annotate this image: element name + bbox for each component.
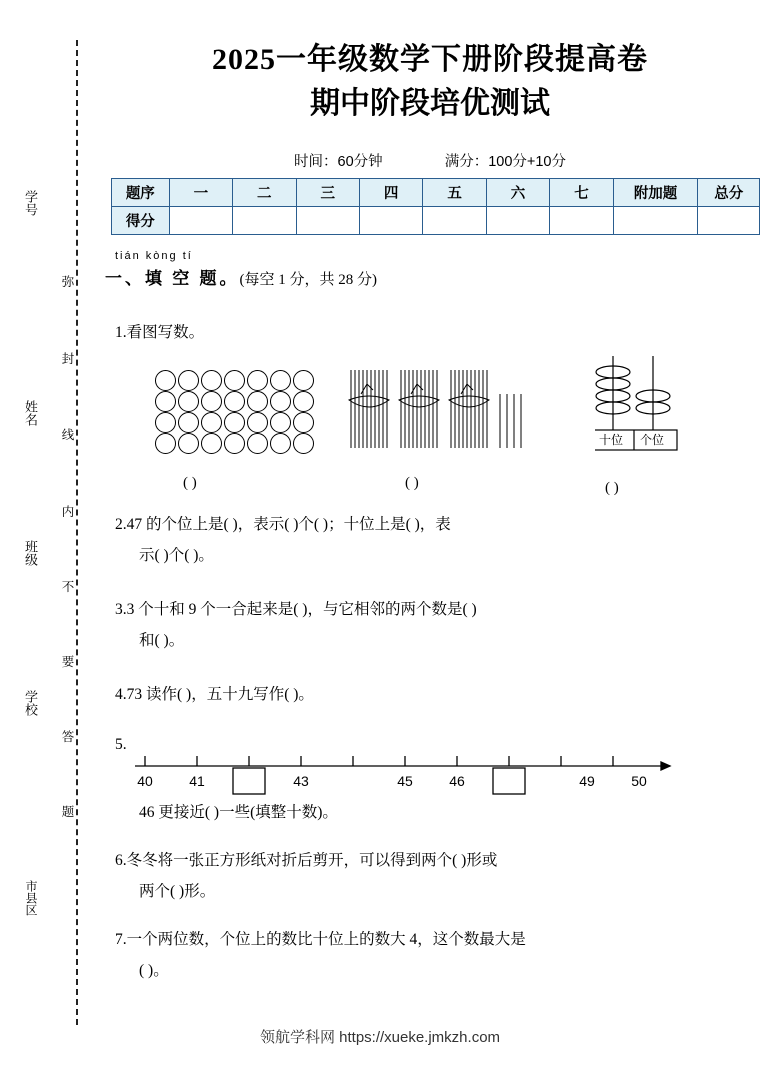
- score-col-7: 七: [550, 179, 613, 207]
- seal-label-xuexiao: 学校: [23, 690, 38, 716]
- numline-label-9: 49: [579, 773, 595, 789]
- seal-label-banji: 班级: [23, 540, 38, 566]
- abacus-label-tens: 十位: [599, 433, 624, 447]
- question-6-line-2: 两个( )形。: [139, 883, 216, 900]
- question-2-line-1: 2.47 的个位上是( )，表示( )个( )；十位上是( )，表: [115, 516, 451, 533]
- watermark: 领航学科网 https://xueke.jmkzh.com: [259, 1029, 501, 1046]
- page-subtitle: 期中阶段培优测试: [310, 87, 550, 120]
- score-cell-1[interactable]: [169, 207, 232, 235]
- numline-label-1: 41: [189, 773, 205, 789]
- total-score: 满分：100分+10分: [444, 154, 566, 170]
- seal-label-shixianqu: 市县区: [24, 880, 38, 916]
- score-table-row-label-2: 得分: [112, 207, 170, 235]
- numline-label-5: 45: [397, 773, 413, 789]
- seal-label-xuehao: 学号: [23, 190, 38, 216]
- table-row-scores: [112, 207, 760, 235]
- score-col-6: 六: [486, 179, 549, 207]
- seal-char-bu: 不: [60, 580, 74, 593]
- table-row-header: [112, 179, 760, 207]
- score-col-extra: 附加题: [613, 179, 698, 207]
- time-limit: 时间：60分钟: [294, 154, 383, 170]
- score-cell-7[interactable]: [550, 207, 613, 235]
- question-7-line-1: 7.一个两位数，个位上的数比十位上的数大 4，这个数最大是: [115, 931, 526, 948]
- stick-bundles-figure: [345, 368, 535, 458]
- score-cell-5[interactable]: [423, 207, 486, 235]
- question-5-label: 5.: [115, 736, 127, 753]
- exam-meta: [105, 150, 755, 171]
- numline-label-3: 43: [293, 773, 309, 789]
- score-cell-2[interactable]: [233, 207, 296, 235]
- question-2-line-2: 示( )个( )。: [139, 547, 214, 564]
- score-col-3: 三: [296, 179, 359, 207]
- seal-char-yao: 要: [60, 655, 74, 668]
- circles-figure: [155, 370, 316, 454]
- question-1-text: 1.看图写数。: [115, 324, 205, 341]
- title-block: [100, 38, 760, 126]
- numline-label-10: 50: [631, 773, 647, 789]
- section-number: 一、: [105, 269, 145, 288]
- score-cell-total[interactable]: [698, 207, 760, 235]
- seal-margin: [0, 0, 105, 1065]
- q1-answer-blank-1[interactable]: ( ): [183, 475, 197, 491]
- question-4-text: 4.73 读作( )，五十九写作( )。: [115, 686, 314, 703]
- question-3-line-2: 和( )。: [139, 632, 185, 649]
- seal-char-ti: 题: [60, 805, 74, 818]
- score-col-total: 总分: [698, 179, 760, 207]
- score-table: [111, 178, 760, 235]
- numline-label-0: 40: [137, 773, 153, 789]
- abacus-label-ones: 个位: [640, 433, 665, 447]
- score-cell-4[interactable]: [359, 207, 422, 235]
- question-6-line-1: 6.冬冬将一张正方形纸对折后剪开，可以得到两个( )形或: [115, 852, 498, 869]
- seal-char-xian: 线: [60, 428, 74, 441]
- number-line-figure: [125, 738, 705, 798]
- seal-char-da: 答: [60, 730, 74, 743]
- abacus-figure: [595, 352, 715, 457]
- section-note: (每空 1 分，共 28 分): [239, 272, 377, 288]
- question-5-line-2: 46 更接近( )一些(填整十数)。: [139, 804, 338, 821]
- score-col-5: 五: [423, 179, 486, 207]
- score-table-row-label-1: 题序: [112, 179, 170, 207]
- seal-dashed-line: [76, 40, 78, 1025]
- seal-char-feng: 封: [60, 352, 74, 365]
- score-col-1: 一: [169, 179, 232, 207]
- page-title: 2025一年级数学下册阶段提高卷: [212, 43, 648, 76]
- question-7-line-2: ( )。: [139, 962, 169, 979]
- exam-body: [105, 0, 760, 1065]
- section-name: 填 空 题。: [145, 269, 240, 288]
- seal-label-xingming: 姓名: [23, 400, 38, 426]
- score-cell-6[interactable]: [486, 207, 549, 235]
- score-col-2: 二: [233, 179, 296, 207]
- section-pinyin: tián kòng tí: [115, 250, 193, 262]
- score-col-4: 四: [359, 179, 422, 207]
- seal-char-mi: 弥: [60, 275, 74, 288]
- numline-label-6: 46: [449, 773, 465, 789]
- seal-char-nei: 内: [60, 505, 74, 518]
- section-heading: [105, 264, 377, 289]
- score-cell-3[interactable]: [296, 207, 359, 235]
- score-cell-extra[interactable]: [613, 207, 698, 235]
- q1-answer-blank-3[interactable]: ( ): [605, 480, 619, 496]
- question-3-line-1: 3.3 个十和 9 个一合起来是( )，与它相邻的两个数是( ): [115, 601, 477, 618]
- q1-answer-blank-2[interactable]: ( ): [405, 475, 419, 491]
